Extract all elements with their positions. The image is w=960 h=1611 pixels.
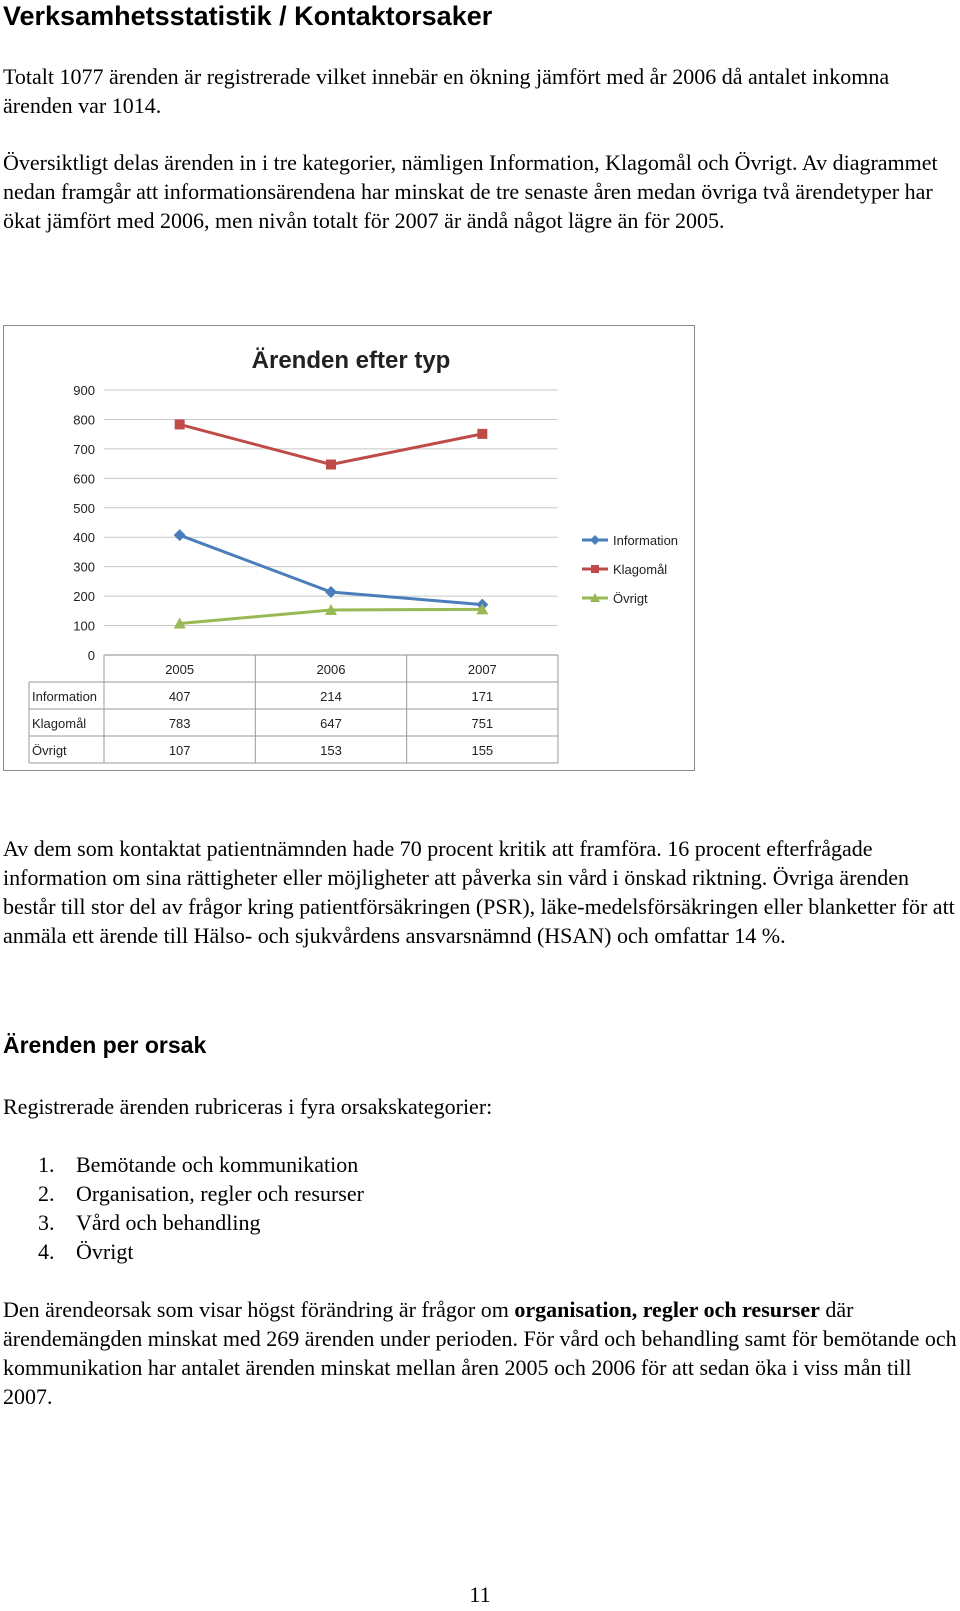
table-row-label: Övrigt: [32, 743, 67, 758]
table-row-label: Klagomål: [32, 716, 87, 731]
legend-label: Övrigt: [613, 591, 648, 606]
list-item: 1. Bemötande och kommunikation: [38, 1152, 359, 1177]
y-tick-label: 300: [73, 559, 95, 575]
chart-title: Ärenden efter typ: [251, 347, 451, 374]
legend-marker: [590, 535, 600, 545]
y-tick-label: 900: [73, 383, 95, 398]
x-tick-label: 2006: [316, 662, 346, 677]
y-tick-label: 500: [73, 500, 95, 516]
table-cell-value: 783: [168, 716, 191, 731]
x-tick-label: 2005: [165, 662, 195, 677]
y-tick-label: 0: [87, 648, 95, 663]
page-number: 11: [469, 1582, 491, 1607]
table-cell-value: 171: [471, 689, 494, 704]
line-chart: [4, 326, 696, 772]
cause-category-list: [38, 1150, 364, 1266]
y-tick-label: 400: [73, 530, 95, 546]
legend-marker: [591, 565, 599, 573]
list-item: 3. Vård och behandling: [38, 1210, 261, 1235]
table-cell-value: 751: [471, 716, 494, 731]
y-tick-label: 100: [73, 618, 95, 634]
table-cell-value: 647: [320, 716, 342, 731]
table-cell-value: 153: [320, 743, 342, 758]
y-tick-label: 800: [73, 412, 95, 428]
data-point: [174, 529, 186, 541]
legend-label: Klagomål: [613, 562, 668, 577]
table-cell-value: 407: [168, 689, 191, 704]
page-title: Verksamhetsstatistik / Kontaktorsaker: [3, 1, 493, 31]
table-cell-value: 155: [471, 743, 494, 758]
change-paragraph: Den ärendeorsak som visar högst förändring är frågor om organisation, regler och resurser där ärendemängden minskat med 269 ärenden under perioden. För vård och behandling samt för bemötande och kommunikation har antalet ärenden minskat mellan åren 2005 och 2006 för att sedan öka i viss mån till 2007.: [3, 1297, 957, 1409]
list-item: 2. Organisation, regler och resurser: [38, 1181, 364, 1206]
table-cell-value: 107: [168, 743, 191, 758]
y-tick-label: 200: [73, 589, 95, 605]
data-point: [175, 419, 185, 429]
chart-arenden-efter-typ: [3, 325, 695, 771]
y-tick-label: 600: [73, 471, 95, 487]
categories-paragraph: Översiktligt delas ärenden in i tre kategorier, nämligen Information, Klagomål och Övrigt. Av diagrammet nedan framgår att informationsärendena har minskat de tre senaste åren medan övriga två ärendetyper har ökat jämfört med 2006, men nivån totalt för 2007 är ändå något lägre än för 2005.: [3, 150, 938, 233]
series-line-klagomål: [180, 424, 483, 464]
data-point: [326, 459, 336, 469]
x-tick-label: 2007: [467, 662, 497, 677]
legend-label: Information: [613, 533, 679, 548]
intro-paragraph: Totalt 1077 ärenden är registrerade vilket innebär en ökning jämfört med år 2006 då antalet inkomna ärenden var 1014.: [3, 64, 890, 118]
list-item: 4. Övrigt: [38, 1239, 134, 1264]
table-row-label: Information: [32, 689, 98, 704]
criticism-paragraph: Av dem som kontaktat patientnämnden hade 70 procent kritik att framföra. 16 procent efterfrågade information om sina rättigheter eller möjligheter att påverka sin vård i önskad riktning. Övriga ärenden består till stor del av frågor kring patientförsäkringen (PSR), läke-medelsförsäkringen eller blanketter för att anmäla ett ärende till Hälso- och sjukvårdens ansvarsnämnd (HSAN) och omfattar 14 %.: [3, 836, 955, 948]
section-heading: Ärenden per orsak: [3, 1032, 207, 1058]
table-cell-value: 214: [320, 689, 342, 704]
data-point: [477, 429, 487, 439]
y-tick-label: 700: [73, 441, 95, 457]
categories-intro-paragraph: Registrerade ärenden rubriceras i fyra orsakskategorier:: [3, 1094, 493, 1119]
